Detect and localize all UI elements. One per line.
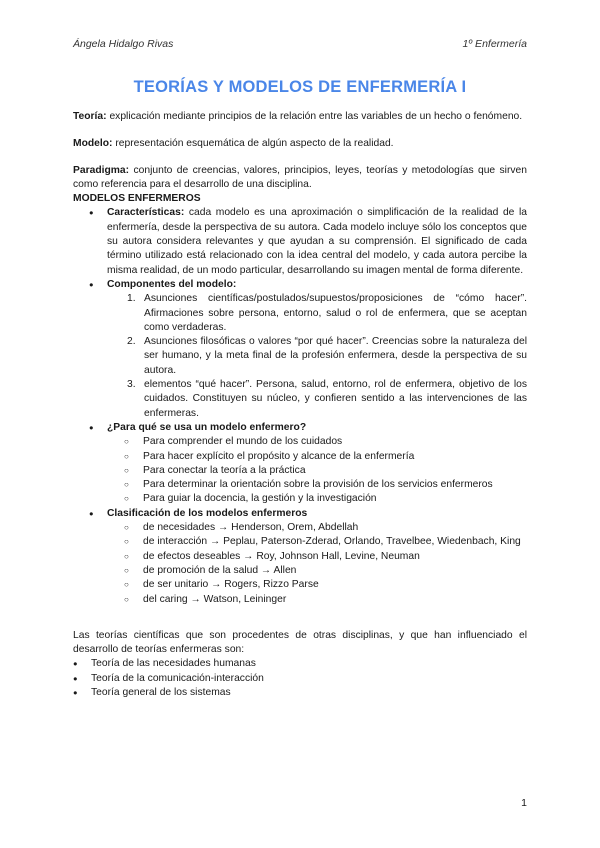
clasificacion-list xyxy=(107,521,527,607)
page-number: 1 xyxy=(521,797,527,809)
item-number: 2. xyxy=(127,336,136,348)
definition-term: Modelo: xyxy=(73,137,113,149)
list-item xyxy=(127,335,527,378)
list-item-caracteristicas xyxy=(107,206,527,277)
list-item: ○ Para conectar la teoría a la práctica xyxy=(143,464,527,478)
item-number: 1. xyxy=(127,293,136,305)
list-item xyxy=(127,292,527,335)
section-heading: MODELOS ENFERMEROS xyxy=(73,193,201,205)
item-label: ¿Para qué se usa un modelo enfermero? xyxy=(107,421,307,433)
componentes-list xyxy=(107,292,527,421)
definition-text: explicación mediante principios de la relación entre las variables de un hecho o fenómeno. xyxy=(106,111,523,122)
header-course: 1º Enfermería xyxy=(462,38,527,50)
definition-teoria xyxy=(73,110,527,124)
page-title: TEORÍAS Y MODELOS DE ENFERMERÍA I xyxy=(133,78,467,96)
list-item-clasificacion xyxy=(107,507,527,607)
list-item: ○ de promoción de la salud → Allen xyxy=(143,564,527,578)
list-item-para-que xyxy=(107,421,527,507)
list-item: ● Teoría de la comunicación-interacción xyxy=(91,672,527,686)
document-body xyxy=(73,110,527,700)
definition-text: conjunto de creencias, valores, principios, leyes, teorías y metodologías que sirven como referencia para el desarrollo de una disciplina. xyxy=(73,164,527,190)
header-author: Ángela Hidalgo Rivas xyxy=(73,38,174,50)
item-text: cada modelo es una aproximación o simplificación de la realidad de la enfermería, desde la perspectiva de su autora. Cada modelo incluye sólo los conceptos que su autora considera relevantes y que ayudan a su comprensión. El significado de cada término utilizado está relacionado con la idea central del modelo, y cada autora percibe la misma realidad, de un modo particular, desarrollando su imagen mental de forma diferente. xyxy=(107,207,527,276)
list-item: ○ Para determinar la orientación sobre la provisión de los servicios enfermeros xyxy=(143,478,527,492)
list-item: ○ Para hacer explícito el propósito y alcance de la enfermería xyxy=(143,450,527,464)
list-item: ○ de efectos deseables → Roy, Johnson Hall, Levine, Neuman xyxy=(143,550,527,564)
item-text: Asunciones filosóficas o valores “por qué hacer”. Creencias sobre la naturaleza del ser humano, y la meta final de la profesión enfermera, desde la perspectiva de su autora. xyxy=(144,336,527,376)
influencias-intro: Las teorías científicas que son procedentes de otras disciplinas, y que han influenciado el desarrollo de teorías enfermeras son: xyxy=(73,629,527,656)
list-item: ● Teoría general de los sistemas xyxy=(91,686,527,700)
item-label: Componentes del modelo: xyxy=(107,278,237,290)
item-text: Asunciones científicas/postulados/supuestos/proposiciones de “cómo hacer”. Afirmaciones sobre persona, entorno, salud o rol de enfermera, que se aceptan como verdaderas. xyxy=(144,293,527,333)
influencias-list xyxy=(73,657,527,700)
list-item xyxy=(127,378,527,421)
item-label: Clasificación de los modelos enfermeros xyxy=(107,507,308,519)
definition-term: Teoría: xyxy=(73,111,107,122)
item-number: 3. xyxy=(127,379,136,391)
list-item: ○ Para guiar la docencia, la gestión y la investigación xyxy=(143,492,527,506)
list-item: ○ de necesidades → Henderson, Orem, Abdellah xyxy=(143,521,527,535)
definition-paradigma xyxy=(73,164,527,193)
item-label: Características: xyxy=(107,207,185,219)
definition-modelo xyxy=(73,137,527,151)
definition-text: representación esquemática de algún aspecto de la realidad. xyxy=(112,137,394,149)
list-item: ● Teoría de las necesidades humanas xyxy=(91,657,527,671)
list-item: ○ del caring → Watson, Leininger xyxy=(143,593,527,607)
definition-term: Paradigma: xyxy=(73,164,130,176)
item-text: elementos “qué hacer”. Persona, salud, entorno, rol de enfermera, objetivo de los cuidados. Constituyen su núcleo, y confieren sentido a las intervenciones de las enfermeras. xyxy=(144,379,527,419)
list-item: ○ de interacción → Peplau, Paterson-Zderad, Orlando, Travelbee, Wiedenbach, King xyxy=(143,535,527,549)
modelos-list xyxy=(73,206,527,606)
para-que-list xyxy=(107,435,527,506)
list-item-componentes xyxy=(107,278,527,421)
list-item: ○ de ser unitario → Rogers, Rizzo Parse xyxy=(143,578,527,592)
list-item: ○ Para comprender el mundo de los cuidados xyxy=(143,435,527,449)
